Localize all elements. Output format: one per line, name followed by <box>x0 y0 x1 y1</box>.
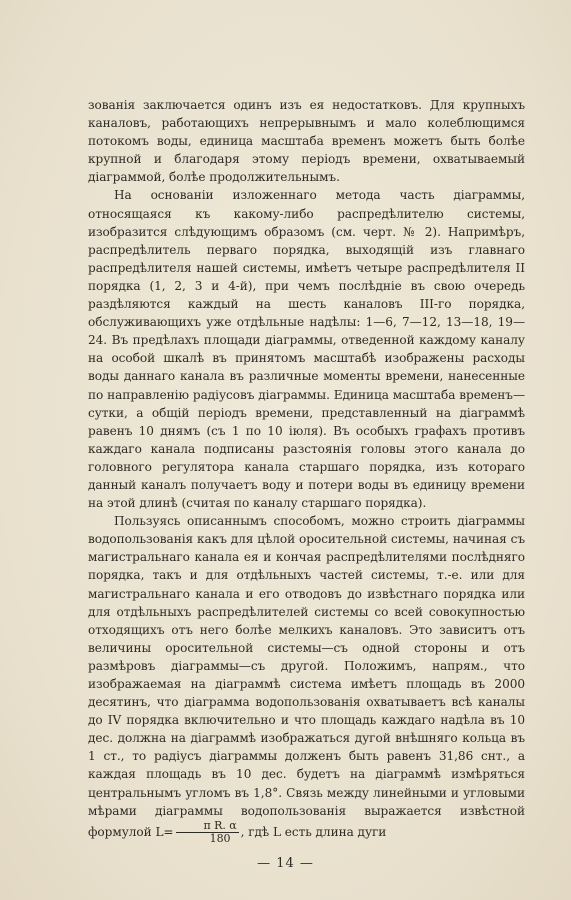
paragraph-2: На основаніи изложеннаго метода часть діаграммы, относящаяся къ какому-либо распредѣлителю системы, изобразится слѣдующимъ образомъ (см. черт. № 2). Напримѣръ, распредѣлитель перваго порядка, выходящій изъ главнаго распредѣлителя нашей системы, имѣетъ четыре распредѣлителя II порядка (1, 2, 3 и 4-й), при чемъ послѣдніе въ свою очередь раздѣляются каждый на шесть каналовъ III-го порядка, обслуживающихъ уже отдѣльные надѣлы: 1—6, 7—12, 13—18, 19—24. Въ предѣлахъ площади діаграммы, отведенной каждому каналу на особой шкалѣ въ принятомъ масштабѣ изображены расходы воды даннаго канала въ различные моменты времени, нанесенные по направленію радіусовъ діаграммы. Единица масштаба временъ—сутки, а общій періодъ времени, представленный на діаграммѣ равенъ 10 днямъ (съ 1 по 10 іюля). Въ особыхъ графахъ противъ каждаго канала подписаны разстоянія головы этого канала до головного регулятора канала старшаго порядка, изъ котораго данный каналъ получаетъ воду и потери воды въ единицу времени на этой длинѣ (считая по каналу старшаго порядка). <box>88 188 525 511</box>
formula-lhs: L= <box>155 824 174 839</box>
page-number: — 14 — <box>257 856 314 871</box>
paragraph-3 <box>88 512 525 845</box>
formula-fraction <box>176 820 239 845</box>
paragraph-1: зованія заключается одинъ изъ ея недостатковъ. Для крупныхъ каналовъ, работающихъ непрерывнымъ и мало колеблющимся потокомъ воды, единица масштаба временъ можетъ быть болѣе крупной и благодаря этому періодъ времени, охватываемый діаграммой, болѣе продолжительнымъ. <box>88 98 525 185</box>
formula-numerator: π R. α <box>176 820 239 833</box>
formula-tail: , гдѣ L есть длина дуги <box>240 824 387 839</box>
body-text <box>88 96 525 845</box>
paragraph-3-text: Пользуясь описаннымъ способомъ, можно строить діаграммы водопользованія какъ для цѣлой оросительной системы, начиная съ магистральнаго канала ея и кончая распредѣлителями послѣдняго порядка, такъ и для отдѣльныхъ частей системы, т.-е. или для магистральнаго канала и его отводовъ до извѣстнаго порядка или для отдѣльныхъ распредѣлителей системы со всей совокупностью отходящихъ отъ него болѣе мелкихъ каналовъ. Это зависитъ отъ величины оросительной системы—съ одной стороны и отъ размѣровъ діаграммы—съ другой. Положимъ, напрям., что изображаемая на діаграммѣ система имѣетъ площадь въ 2000 десятинъ, что діаграмма водопользованія охватываетъ всѣ каналы до IV порядка включительно и что площадь каждаго надѣла въ 10 дес. должна на діаграммѣ изображаться дугой внѣшняго кольца въ 1 ст., то радіусъ діаграммы долженъ быть равенъ 31,86 снт., а каждая площадь въ 10 дес. будетъ на діаграммѣ измѣряться центральнымъ угломъ въ 1,8°. Связь между линейными и угловыми мѣрами діаграммы водопользованія выражается извѣстной формулой <box>88 514 525 839</box>
formula-denominator: 180 <box>209 831 231 845</box>
